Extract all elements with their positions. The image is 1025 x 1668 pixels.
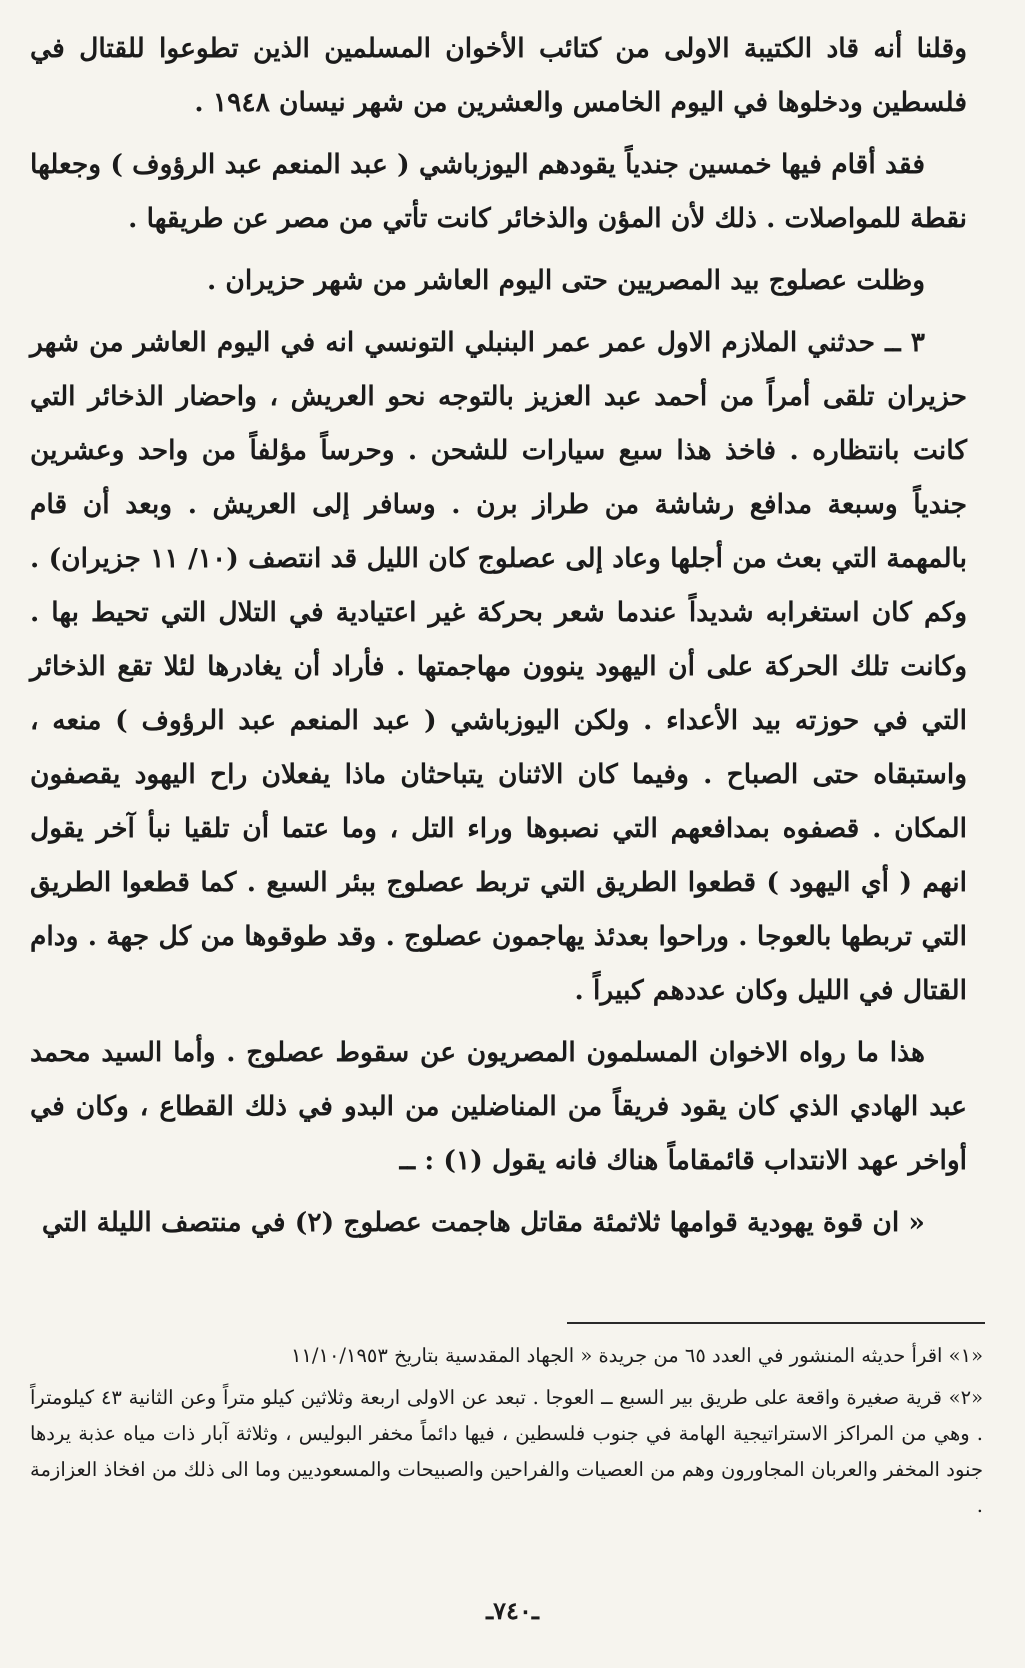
footnotes — [30, 1338, 983, 1530]
footnote-divider — [567, 1322, 985, 1324]
paragraph-5: هذا ما رواه الاخوان المسلمون المصريون عن سقوط عصلوج . وأما السيد محمد عبد الهادي الذي كان يقود فريقاً من المناضلين من البدو في ذلك القطاع ، وكان في أواخر عهد الانتداب قائمقاماً هناك فانه يقول (١) : ــ — [30, 1037, 967, 1176]
paragraph-6: « ان قوة يهودية قوامها ثلاثمئة مقاتل هاجمت عصلوج (٢) في منتصف الليلة التي — [41, 1207, 925, 1238]
paragraph-1: وقلنا أنه قاد الكتيبة الاولى من كتائب الأخوان المسلمين الذين تطوعوا للقتال في فلسطين ودخلوها في اليوم الخامس والعشرين من شهر نيسان ١٩٤٨ . — [30, 33, 967, 118]
paragraph-2: فقد أقام فيها خمسين جندياً يقودهم اليوزباشي ( عبد المنعم عبد الرؤوف ) وجعلها نقطة للمواصلات . ذلك لأن المؤن والذخائر كانت تأتي من مصر عن طريقها . — [30, 149, 967, 234]
footnote-1: «١» اقرأ حديثه المنشور في العدد ٦٥ من جريدة « الجهاد المقدسية بتاريخ ١١/١٠/١٩٥٣ — [290, 1344, 983, 1367]
paragraph-4: ٣ ــ حدثني الملازم الاول عمر عمر البنبلي التونسي انه في اليوم العاشر من شهر حزيران تلقى أمراً من أحمد عبد العزيز بالتوجه نحو العريش ، واحضار الذخائر التي كانت بانتظاره . فاخذ هذا سبع سيارات للشحن . وحرساً مؤلفاً من واحد وعشرين جندياً وسبعة مدافع رشاشة من طراز برن . وسافر إلى العريش . وبعد أن قام بالمهمة التي بعث من أجلها وعاد إلى عصلوج كان الليل قد انتصف (١٠/ ١١ جزيران) . وكم كان استغرابه شديداً عندما شعر بحركة غير اعتيادية في التلال التي تحيط بها . وكانت تلك الحركة على أن اليهود ينوون مهاجمتها . فأراد أن يغادرها لئلا تقع الذخائر التي في حوزته بيد الأعداء . ولكن اليوزباشي ( عبد المنعم عبد الرؤوف ) منعه ، واستبقاه حتى الصباح . وفيما كان الاثنان يتباحثان ماذا يفعلان راح اليهود يقصفون المكان . قصفوه بمدافعهم التي نصبوها وراء التل ، وما عتما أن تلقيا نبأ آخر يقول انهم ( أي اليهود ) قطعوا الطريق التي تربط عصلوج ببئر السبع . كما قطعوا الطريق التي تربطها بالعوجا . وراحوا بعدئذ يهاجمون عصلوج . وقد طوقوها من كل جهة . ودام القتال في الليل وكان عددهم كبيراً . — [30, 327, 968, 1006]
page-number: ـ٧٤٠ـ — [486, 1596, 539, 1625]
footnote-2: «٢» قرية صغيرة واقعة على طريق بير السبع ــ العوجا . تبعد عن الاولى اربعة وثلاثين كيلو متراً وعن الثانية ٤٣ كيلومتراً . وهي من المراكز الاستراتيجية الهامة في جنوب فلسطين ، فيها دائماً مخفر البوليس ، وثلاثة آبار ذات مياه عذبة يردها جنود المخفر والعربان المجاورون وهم من العصيات والفراحين والصبيحات والمسعوديين وما الى ذلك من افخاذ العزازمة . — [30, 1386, 984, 1517]
paragraph-3: وظلت عصلوج بيد المصريين حتى اليوم العاشر من شهر حزيران . — [206, 265, 925, 296]
